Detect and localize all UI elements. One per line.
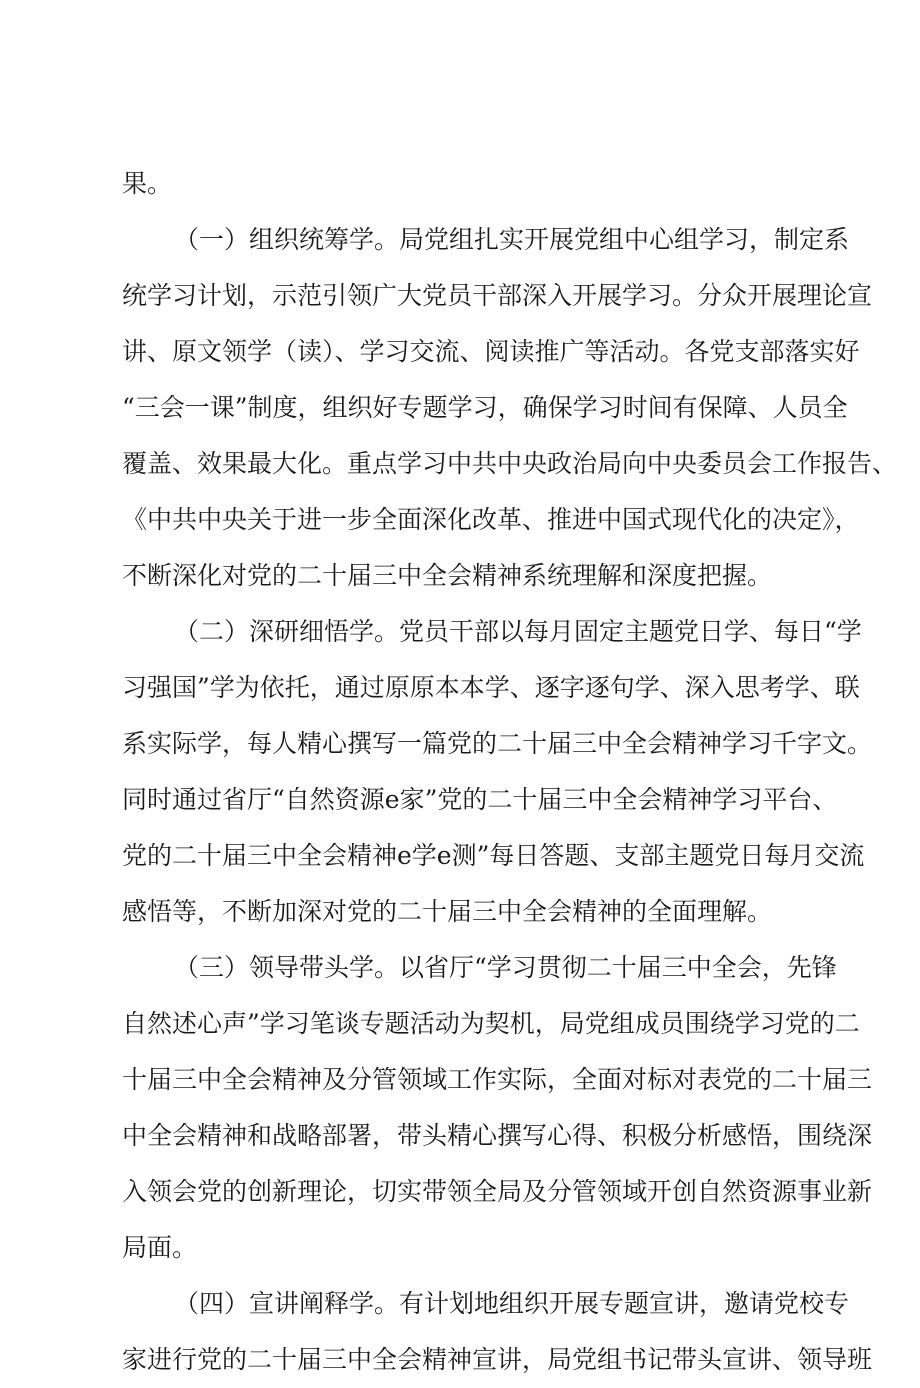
- paragraph-first-line: （一）组织统筹学。局党组扎实开展党组中心组学习，制定系: [174, 225, 850, 254]
- paragraph-first-line: （四）宣讲阐释学。有计划地组织开展专题宣讲，邀请党校专: [174, 1289, 850, 1318]
- text-line: 感悟等，不断加深对党的二十届三中全会精神的全面理解。: [122, 897, 773, 926]
- text-line: 中全会精神和战略部署，带头精心撰写心得、积极分析感悟，围绕深: [122, 1121, 873, 1150]
- text-line: 入领会党的创新理论，切实带领全局及分管领域开创自然资源事业新: [122, 1177, 873, 1206]
- text-line: 党的二十届三中全会精神e学e测”每日答题、支部主题党日每月交流: [122, 841, 865, 870]
- text-line: 同时通过省厅“自然资源e家”党的二十届三中全会精神学习平台、: [122, 785, 838, 814]
- paragraph-first-line: （三）领导带头学。以省厅“学习贯彻二十届三中全会，先锋: [174, 953, 837, 982]
- text-line: 局面。: [122, 1233, 198, 1262]
- text-line: 系实际学，每人精心撰写一篇党的二十届三中全会精神学习千字文。: [122, 729, 873, 758]
- text-line: 不断深化对党的二十届三中全会精神系统理解和深度把握。: [122, 561, 773, 590]
- text-line: 覆盖、效果最大化。重点学习中共中央政治局向中央委员会工作报告、: [122, 449, 898, 478]
- text-line: 十届三中全会精神及分管领域工作实际，全面对标对表党的二十届三: [122, 1065, 873, 1094]
- document-body: [122, 156, 898, 1388]
- text-line: 《中共中央关于进一步全面深化改革、推进中国式现代化的决定》，: [122, 505, 860, 534]
- text-line: 统学习计划，示范引领广大党员干部深入开展学习。分众开展理论宣: [122, 281, 873, 310]
- text-line: 习强国”学为依托，通过原原本本学、逐字逐句学、深入思考学、联: [122, 673, 860, 702]
- text-line: 果。: [122, 169, 173, 198]
- text-line: 自然述心声”学习笔谈专题活动为契机，局党组成员围绕学习党的二: [122, 1009, 860, 1038]
- text-line: 讲、原文领学（读）、学习交流、阅读推广等活动。各党支部落实好: [122, 337, 860, 366]
- text-line: 家进行党的二十届三中全会精神宣讲，局党组书记带头宣讲、领导班: [122, 1345, 873, 1374]
- text-line: “三会一课”制度，组织好专题学习，确保学习时间有保障、人员全: [122, 393, 848, 422]
- paragraph-first-line: （二）深研细悟学。党员干部以每月固定主题党日学、每日“学: [174, 617, 862, 646]
